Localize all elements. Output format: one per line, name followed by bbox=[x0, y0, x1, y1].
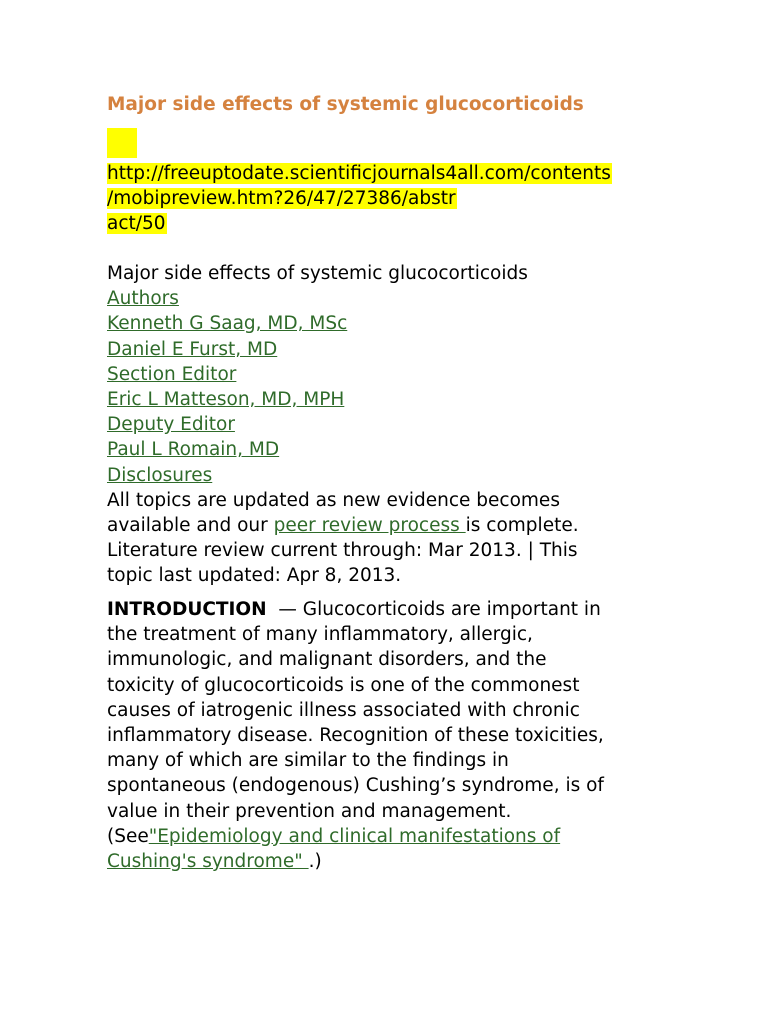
cushing-syndrome-link[interactable]: "Epidemiology and clinical manifestations of bbox=[148, 825, 561, 847]
source-url bbox=[107, 161, 612, 236]
update-note-line-3: Literature review current through: Mar 2013. | This bbox=[107, 540, 578, 562]
update-note-line-2: available and our peer review process is complete. bbox=[107, 515, 579, 537]
introduction-line: the treatment of many inflammatory, allergic, bbox=[107, 624, 533, 646]
authors-link[interactable]: Authors bbox=[107, 288, 179, 310]
highlight-marker bbox=[107, 128, 137, 158]
section-editor-link[interactable]: Section Editor bbox=[107, 363, 237, 385]
see-also-line-2: Cushing's syndrome" .) bbox=[107, 851, 322, 873]
introduction-section bbox=[107, 597, 627, 874]
author-link-furst[interactable]: Daniel E Furst, MD bbox=[107, 338, 278, 360]
document-title: Major side effects of systemic glucocorticoids bbox=[107, 94, 584, 115]
source-url-line-1: http://freeuptodate.scientificjournals4all.com/contents bbox=[107, 163, 611, 184]
update-note-line-4: topic last updated: Apr 8, 2013. bbox=[107, 565, 402, 587]
see-also-line-1: (See"Epidemiology and clinical manifestations of bbox=[107, 825, 561, 847]
peer-review-link[interactable]: peer review process bbox=[273, 515, 466, 537]
source-url-line-2: /mobipreview.htm?26/47/27386/abstr bbox=[107, 188, 456, 209]
introduction-heading: INTRODUCTION bbox=[107, 599, 267, 620]
deputy-editor-name-link[interactable]: Paul L Romain, MD bbox=[107, 439, 280, 461]
deputy-editor-link[interactable]: Deputy Editor bbox=[107, 414, 235, 436]
introduction-line: immunologic, and malignant disorders, and the bbox=[107, 649, 547, 671]
introduction-line: toxicity of glucocorticoids is one of the commonest bbox=[107, 674, 580, 696]
introduction-first-line: INTRODUCTION — Glucocorticoids are important in bbox=[107, 599, 601, 620]
disclosures-link[interactable]: Disclosures bbox=[107, 464, 213, 486]
author-link-saag[interactable]: Kenneth G Saag, MD, MSc bbox=[107, 313, 348, 335]
introduction-line: causes of iatrogenic illness associated with chronic bbox=[107, 699, 580, 721]
introduction-line: many of which are similar to the findings in bbox=[107, 750, 509, 772]
cushing-syndrome-link-cont[interactable]: Cushing's syndrome" bbox=[107, 851, 309, 873]
update-note-line-1: All topics are updated as new evidence becomes bbox=[107, 489, 560, 511]
introduction-line: value in their prevention and management. bbox=[107, 800, 512, 822]
source-url-line-3: act/50 bbox=[107, 213, 166, 234]
article-subtitle: Major side effects of systemic glucocorticoids bbox=[107, 263, 528, 284]
introduction-line: spontaneous (endogenous) Cushing’s syndrome, is of bbox=[107, 775, 604, 797]
section-editor-name-link[interactable]: Eric L Matteson, MD, MPH bbox=[107, 389, 345, 411]
article-header bbox=[107, 261, 579, 589]
introduction-line: inflammatory disease. Recognition of these toxicities, bbox=[107, 725, 604, 747]
